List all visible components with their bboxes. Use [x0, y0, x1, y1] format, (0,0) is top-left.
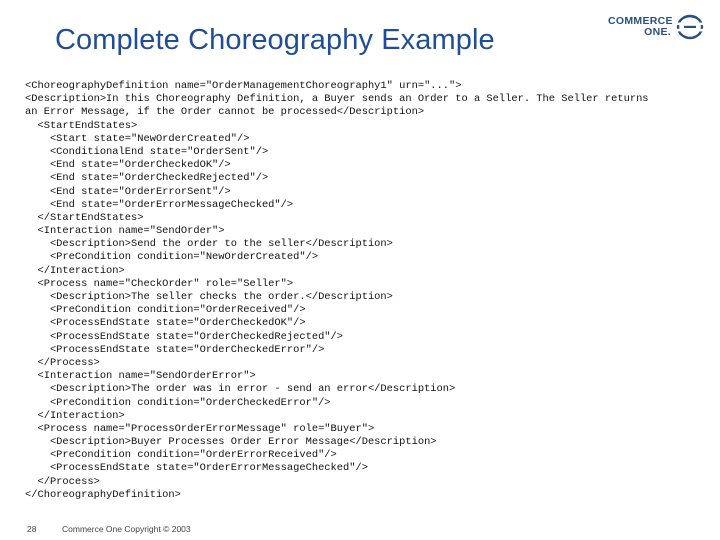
code-line: </Interaction> — [25, 409, 125, 422]
code-line: <End state="OrderCheckedRejected"/> — [25, 172, 269, 185]
code-line: <ConditionalEnd state="OrderSent"/> — [25, 145, 269, 158]
code-line: <ChoreographyDefinition name="OrderManagementChoreography1" urn="..."> — [25, 80, 462, 92]
code-line: <End state="OrderErrorSent"/> — [25, 185, 231, 198]
slide-title: Complete Choreography Example — [55, 24, 495, 56]
code-line: <End state="OrderErrorMessageChecked"/> — [25, 198, 294, 211]
commerce-one-logo — [608, 14, 708, 46]
code-line: <PreCondition condition="OrderCheckedError"/> — [25, 396, 331, 409]
code-line: <PreCondition condition="OrderReceived"/> — [25, 304, 306, 317]
code-line: <StartEndStates> — [25, 119, 138, 132]
code-line: <End state="OrderCheckedOK"/> — [25, 159, 231, 172]
copyright-notice: Commerce One Copyright © 2003 — [62, 524, 191, 534]
code-line: <Description>Send the order to the seller</Description> — [25, 238, 393, 251]
code-line: </Interaction> — [25, 264, 125, 277]
code-line: <Description>In this Choreography Definition, a Buyer sends an Order to a Seller. The Seller returns — [25, 93, 649, 106]
page-number: 28 — [27, 524, 37, 534]
code-line: <ProcessEndState state="OrderCheckedOK"/> — [25, 317, 306, 330]
code-line: <Process name="CheckOrder" role="Seller"> — [25, 277, 294, 290]
code-line: </Process> — [25, 475, 100, 488]
code-line: <Start state="NewOrderCreated"/> — [25, 132, 250, 145]
logo-text-line1: COMMERCE — [608, 15, 673, 27]
code-line: <ProcessEndState state="OrderCheckedRejected"/> — [25, 330, 344, 343]
code-line: <Description>The order was in error - send an error</Description> — [25, 383, 456, 396]
code-line: <Description>The seller checks the order.</Description> — [25, 291, 393, 303]
code-line: </Process> — [25, 356, 100, 369]
code-line: <ProcessEndState state="OrderCheckedError"/> — [25, 343, 325, 356]
code-line: <Description>Buyer Processes Order Error Message</Description> — [25, 436, 437, 449]
code-line: <Interaction name="SendOrder"> — [25, 225, 225, 238]
code-block — [25, 80, 705, 502]
code-line: an Error Message, if the Order cannot be processed</Description> — [25, 106, 425, 119]
code-line: <Interaction name="SendOrderError"> — [25, 370, 256, 383]
code-line: <PreCondition condition="NewOrderCreated"/> — [25, 251, 319, 264]
code-line: </StartEndStates> — [25, 211, 144, 224]
code-line: <Process name="ProcessOrderErrorMessage" role="Buyer"> — [25, 422, 375, 435]
footer — [0, 524, 720, 538]
code-line: </ChoreographyDefinition> — [25, 488, 181, 501]
code-line: <ProcessEndState state="OrderErrorMessageChecked"/> — [25, 462, 368, 475]
logo-wordmark — [608, 16, 671, 38]
logo-text-line2: ONE. — [644, 26, 671, 38]
code-line: <PreCondition condition="OrderErrorReceived"/> — [25, 449, 337, 462]
commerce-one-logo-icon — [675, 14, 705, 40]
